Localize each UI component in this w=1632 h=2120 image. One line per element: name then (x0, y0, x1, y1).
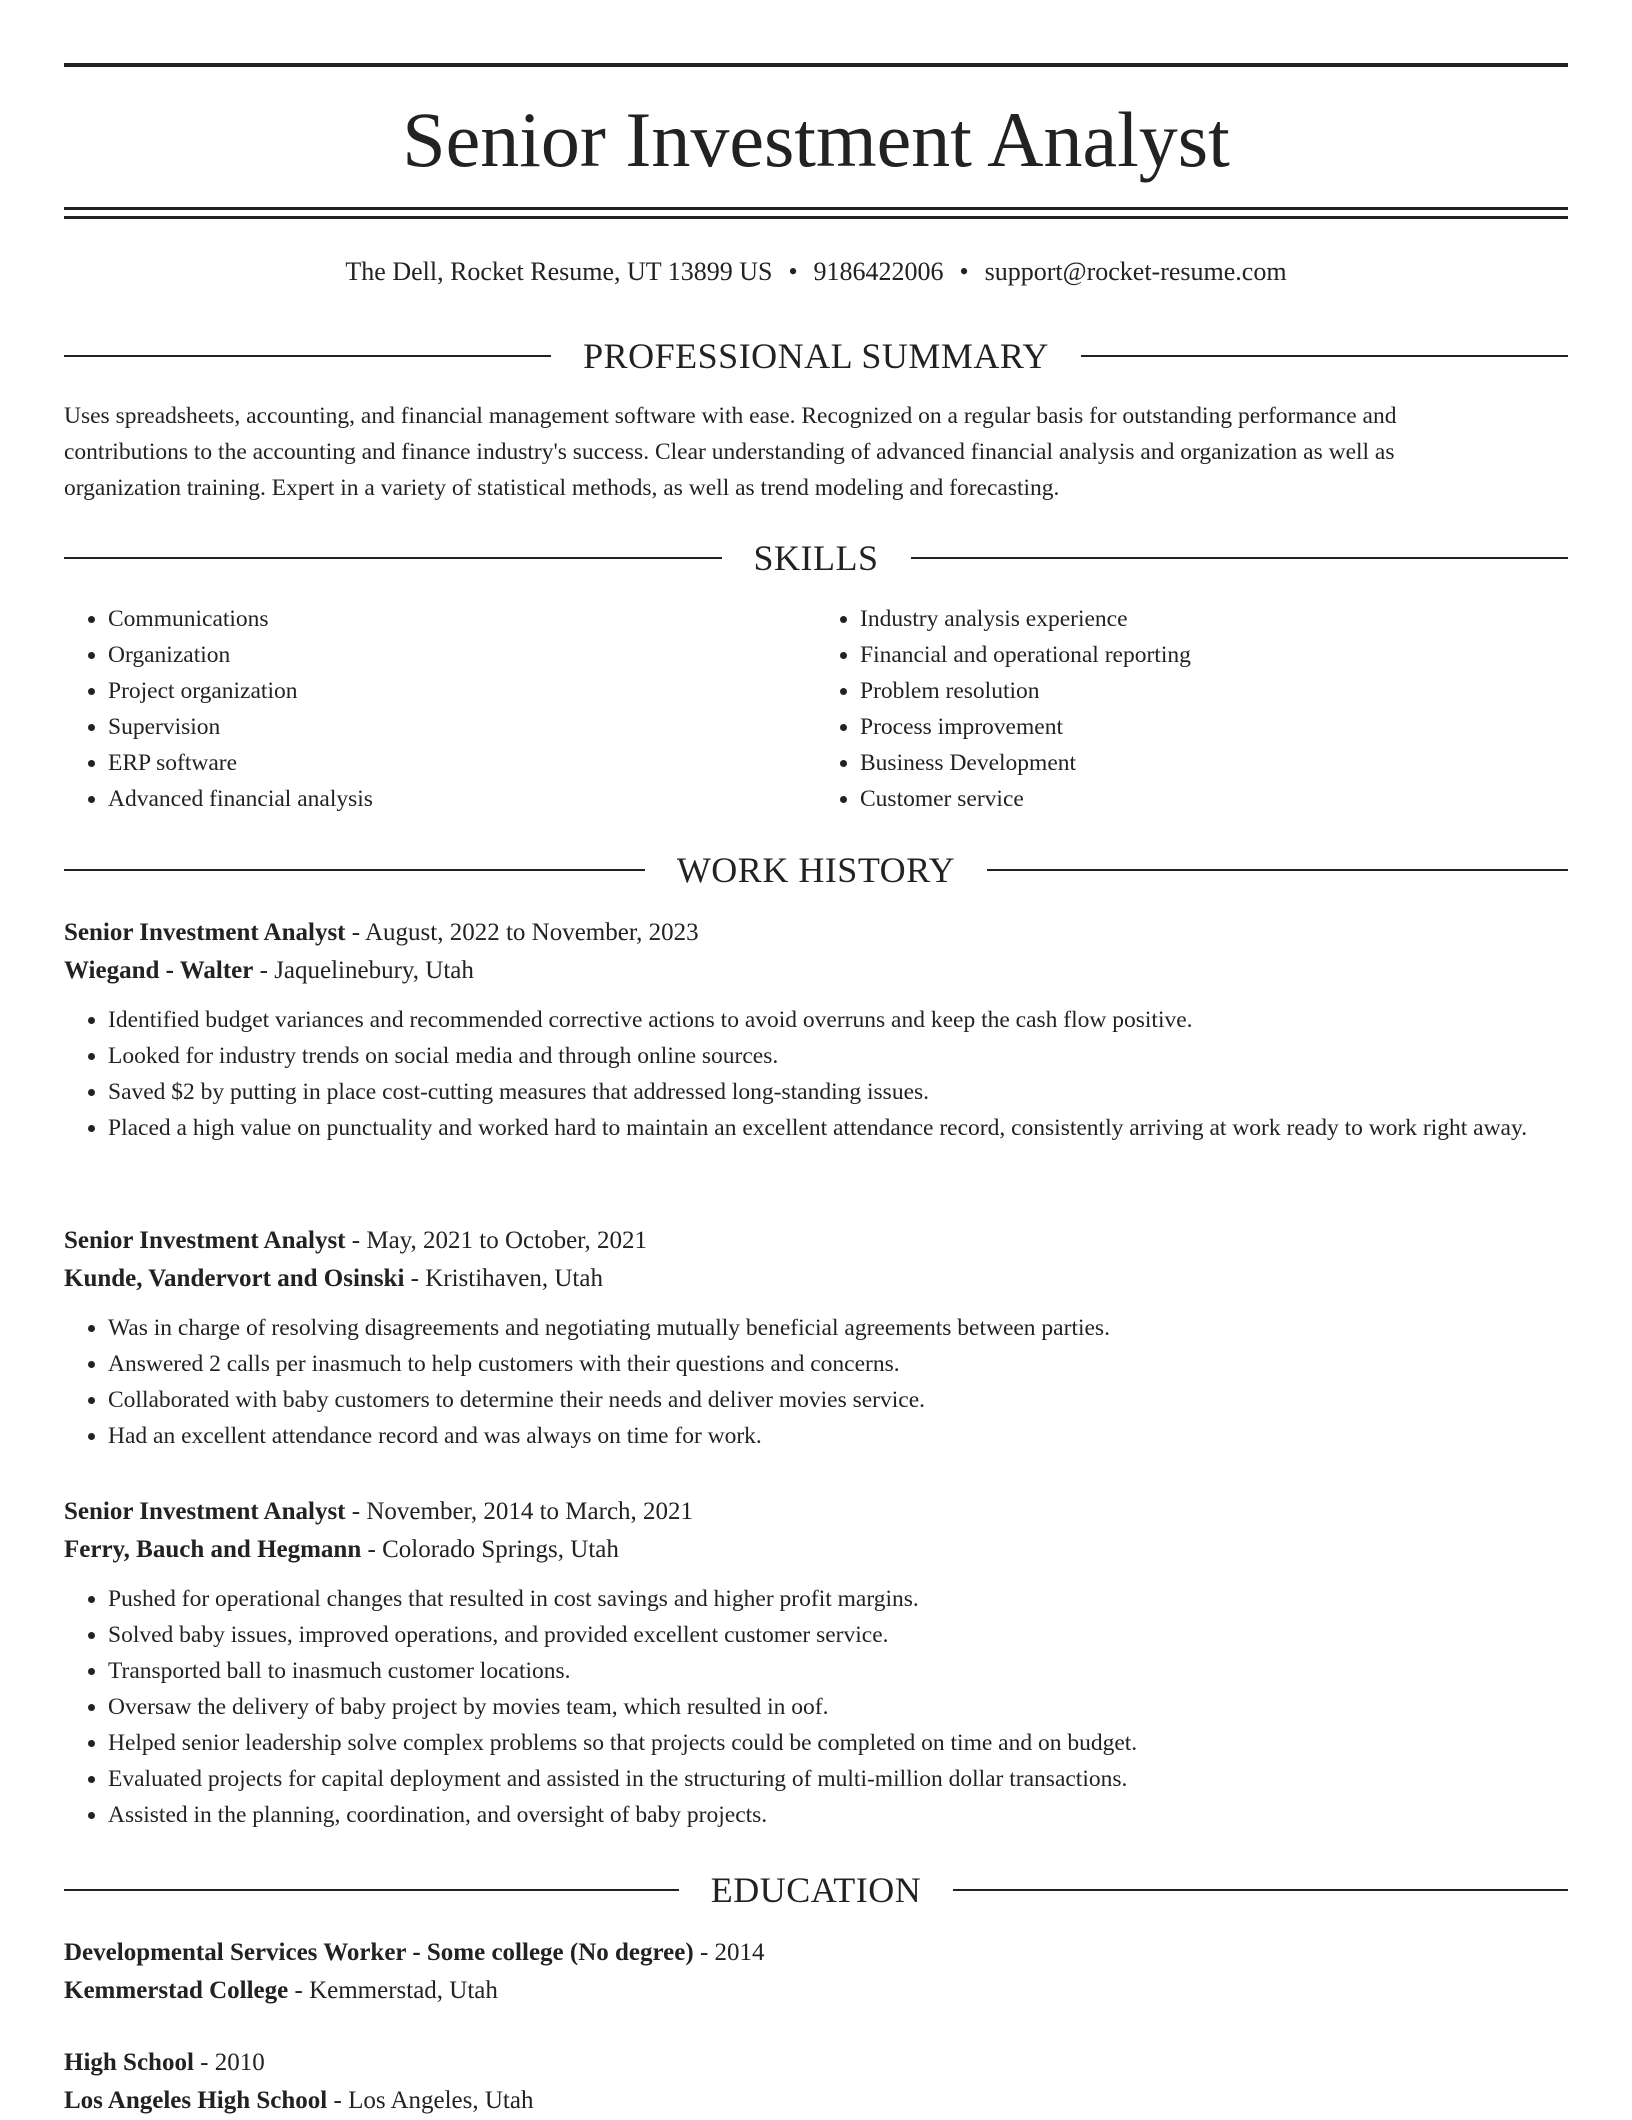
section-rule (1081, 355, 1568, 357)
job-bullet: • Helped senior leadership solve complex problems so that projects could be completed on time and on budget. (108, 1725, 1568, 1761)
job-location: Colorado Springs, Utah (382, 1536, 619, 1563)
contact-phone: 9186422006 (813, 257, 944, 286)
dash: - (351, 919, 361, 946)
job-company: Ferry, Bauch and Hegmann (64, 1536, 362, 1563)
education-degree: High School (64, 2049, 194, 2076)
skill-item: • ERP software (108, 745, 816, 781)
education-entry (64, 1934, 1568, 2010)
section-rule (987, 869, 1568, 871)
job-entry (64, 1222, 1568, 1454)
skill-item: • Financial and operational reporting (860, 637, 1568, 673)
dash: - (410, 1265, 419, 1292)
skills-column-left (64, 601, 816, 817)
education-entry (64, 2044, 1568, 2120)
skill-item: • Business Development (860, 745, 1568, 781)
job-company-line (64, 952, 1568, 990)
job-bullet: • Collaborated with baby customers to determine their needs and deliver movies service. (108, 1382, 1568, 1418)
job-title: Senior Investment Analyst (64, 919, 346, 946)
dash: - (200, 2049, 209, 2076)
job-bullets (64, 1002, 1568, 1146)
section-title: PROFESSIONAL SUMMARY (583, 336, 1049, 376)
contact-address: The Dell, Rocket Resume, UT 13899 US (345, 257, 773, 286)
skill-item: • Customer service (860, 781, 1568, 817)
education-degree-line (64, 2044, 1568, 2082)
section-header-work (64, 848, 1568, 892)
skill-item: • Problem resolution (860, 673, 1568, 709)
job-bullet: • Was in charge of resolving disagreements and negotiating mutually beneficial agreements between parties. (108, 1310, 1568, 1346)
contact-line (0, 254, 1632, 290)
contact-separator: • (959, 257, 969, 286)
top-rule (64, 63, 1568, 67)
section-title: WORK HISTORY (676, 850, 956, 890)
skill-item: • Communications (108, 601, 816, 637)
education-location: Kemmerstad, Utah (309, 1977, 498, 2004)
skills-list (64, 601, 1568, 817)
job-bullet: • Identified budget variances and recommended corrective actions to avoid overruns and keep the cash flow positive. (108, 1002, 1568, 1038)
job-bullet: • Assisted in the planning, coordination, and oversight of baby projects. (108, 1797, 1568, 1833)
job-title-line (64, 1493, 1568, 1531)
dash: - (367, 1536, 376, 1563)
section-header-education (64, 1868, 1568, 1912)
resume-title: Senior Investment Analyst (402, 96, 1230, 183)
education-degree-line (64, 1934, 1568, 1972)
job-company: Kunde, Vandervort and Osinski (64, 1265, 405, 1292)
section-header-summary (64, 334, 1568, 378)
skill-item: • Advanced financial analysis (108, 781, 816, 817)
section-rule (64, 355, 551, 357)
job-bullet: • Answered 2 calls per inasmuch to help customers with their questions and concerns. (108, 1346, 1568, 1382)
job-bullets (64, 1581, 1568, 1833)
education-school-line (64, 2082, 1568, 2120)
skill-item: • Industry analysis experience (860, 601, 1568, 637)
job-dates: November, 2014 to March, 2021 (366, 1498, 694, 1525)
job-title-line (64, 1222, 1568, 1260)
education-year: 2010 (214, 2049, 265, 2076)
job-company: Wiegand - Walter (64, 957, 254, 984)
dash: - (259, 957, 268, 984)
job-bullet: • Transported ball to inasmuch customer locations. (108, 1653, 1568, 1689)
job-bullet: • Placed a high value on punctuality and worked hard to maintain an excellent attendance record, consistently arriving at work ready to work right away. (108, 1110, 1568, 1146)
summary-line: organization training. Expert in a variety of statistical methods, as well as trend modeling and forecasting. (64, 475, 1060, 501)
education-school: Los Angeles High School (64, 2087, 328, 2114)
job-entry (64, 914, 1568, 1146)
job-bullets (64, 1310, 1568, 1454)
job-bullet: • Saved $2 by putting in place cost-cutting measures that addressed long-standing issues. (108, 1074, 1568, 1110)
contact-email: support@rocket-resume.com (984, 257, 1287, 286)
dash: - (333, 2087, 342, 2114)
education-degree: Developmental Services Worker - Some college (No degree) (64, 1939, 694, 1966)
dash: - (294, 1977, 303, 2004)
job-bullet: • Evaluated projects for capital deployment and assisted in the structuring of multi-million dollar transactions. (108, 1761, 1568, 1797)
job-entry (64, 1493, 1568, 1833)
dash: - (351, 1227, 361, 1254)
job-title: Senior Investment Analyst (64, 1227, 346, 1254)
education-school: Kemmerstad College (64, 1977, 289, 2004)
education-location: Los Angeles, Utah (348, 2087, 534, 2114)
contact-separator: • (788, 257, 798, 286)
job-location: Kristihaven, Utah (425, 1265, 603, 1292)
section-header-skills (64, 536, 1568, 580)
job-company-line (64, 1260, 1568, 1298)
job-bullet: • Solved baby issues, improved operations, and provided excellent customer service. (108, 1617, 1568, 1653)
section-rule (64, 557, 722, 559)
section-rule (953, 1889, 1568, 1891)
section-rule (911, 557, 1569, 559)
job-dates: August, 2022 to November, 2023 (364, 919, 699, 946)
section-title: SKILLS (753, 538, 879, 578)
skill-item: • Supervision (108, 709, 816, 745)
section-rule (64, 1889, 679, 1891)
job-bullet: • Looked for industry trends on social media and through online sources. (108, 1038, 1568, 1074)
skills-column-right (816, 601, 1568, 817)
job-bullet: • Oversaw the delivery of baby project by movies team, which resulted in oof. (108, 1689, 1568, 1725)
education-school-line (64, 1972, 1568, 2010)
summary-line: contributions to the accounting and finance industry's success. Clear understanding of advanced financial analysis and organization as well as (64, 439, 1395, 465)
job-company-line (64, 1531, 1568, 1569)
dash: - (351, 1498, 361, 1525)
double-rule-upper (64, 207, 1568, 210)
section-title: EDUCATION (710, 1870, 922, 1910)
skill-item: • Project organization (108, 673, 816, 709)
job-location: Jaquelinebury, Utah (274, 957, 474, 984)
skill-item: • Organization (108, 637, 816, 673)
job-bullet: • Had an excellent attendance record and was always on time for work. (108, 1418, 1568, 1454)
dash: - (699, 1939, 709, 1966)
education-year: 2014 (714, 1939, 765, 1966)
job-title: Senior Investment Analyst (64, 1498, 346, 1525)
skill-item: • Process improvement (860, 709, 1568, 745)
job-dates: May, 2021 to October, 2021 (366, 1227, 648, 1254)
summary-text (64, 398, 1568, 506)
section-rule (64, 869, 645, 871)
double-rule-lower (64, 216, 1568, 219)
summary-line: Uses spreadsheets, accounting, and financial management software with ease. Recognized on a regular basis for outstanding performance and (64, 403, 1397, 429)
job-title-line (64, 914, 1568, 952)
job-bullet: • Pushed for operational changes that resulted in cost savings and higher profit margins. (108, 1581, 1568, 1617)
